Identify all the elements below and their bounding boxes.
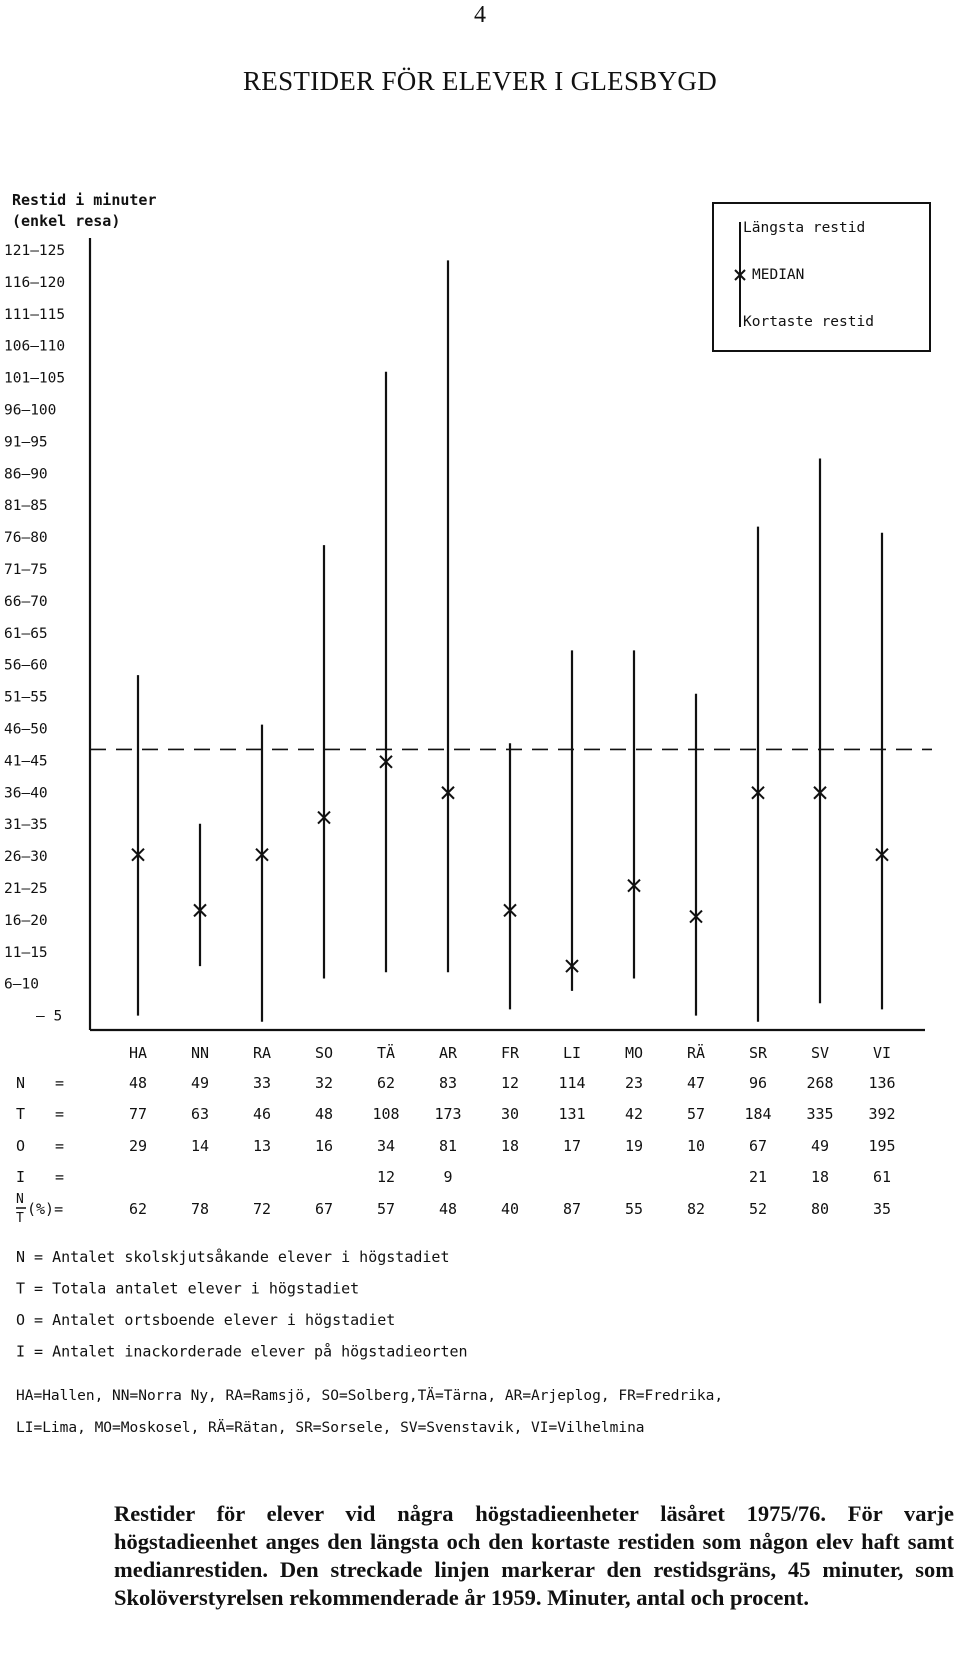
table-cell: 77	[128, 1105, 148, 1123]
row-label: N	[16, 1074, 26, 1092]
table-cell: 46	[252, 1105, 272, 1123]
x-category-label: HA	[128, 1044, 148, 1062]
x-category-label: SV	[810, 1044, 830, 1062]
table-cell: 114	[558, 1074, 586, 1092]
y-tick-label: – 5	[36, 1008, 63, 1025]
table-cell: 55	[624, 1200, 644, 1218]
row-label-numerator: N	[16, 1192, 24, 1207]
table-cell: 335	[806, 1105, 834, 1123]
y-tick-label: 116–120	[4, 274, 66, 291]
x-category-label: LI	[562, 1044, 582, 1062]
row-separator: =	[55, 1137, 65, 1155]
table-cell: 67	[748, 1137, 768, 1155]
table-cell: 131	[558, 1105, 586, 1123]
definition-line: N = Antalet skolskjutsåkande elever i högstadiet	[16, 1248, 450, 1266]
y-tick-label: 6–10	[4, 976, 39, 993]
table-cell: 87	[562, 1200, 582, 1218]
table-cell: 63	[190, 1105, 210, 1123]
abbreviations	[16, 1386, 723, 1436]
chart-axes	[90, 238, 925, 1030]
row-label-denominator: T	[16, 1211, 24, 1226]
y-tick-label: 16–20	[4, 912, 48, 929]
y-tick-label: 76–80	[4, 530, 48, 547]
y-tick-label: 96–100	[4, 402, 57, 419]
row-separator: =	[55, 1168, 65, 1186]
y-axis-label-line: Restid i minuter	[12, 191, 157, 209]
x-category-label: NN	[190, 1044, 210, 1062]
y-tick-label: 61–65	[4, 625, 48, 642]
definitions	[16, 1248, 468, 1361]
row-label: T	[16, 1105, 26, 1123]
x-category-label: RA	[252, 1044, 272, 1062]
table-cell: 21	[748, 1168, 768, 1186]
y-tick-label: 81–85	[4, 498, 48, 515]
table-cell: 49	[810, 1137, 830, 1155]
table-cell: 48	[314, 1105, 334, 1123]
table-cell: 80	[810, 1200, 830, 1218]
table-cell: 29	[128, 1137, 148, 1155]
row-separator: =	[55, 1105, 65, 1123]
table-cell: 42	[624, 1105, 644, 1123]
definition-line: O = Antalet ortsboende elever i högstadiet	[16, 1311, 396, 1329]
y-tick-label: 86–90	[4, 466, 48, 483]
table-cell: 10	[686, 1137, 706, 1155]
y-tick-label: 41–45	[4, 753, 48, 770]
range-bars	[132, 260, 888, 1021]
abbreviation-line: HA=Hallen, NN=Norra Ny, RA=Ramsjö, SO=Solberg,TÄ=Tärna, AR=Arjeplog, FR=Fredrika,	[16, 1388, 724, 1404]
definition-line: T = Totala antalet elever i högstadiet	[16, 1279, 360, 1298]
table-cell: 48	[128, 1074, 148, 1092]
y-tick-label: 101–105	[4, 370, 66, 387]
y-tick-label: 51–55	[4, 689, 48, 706]
legend-item: Kortaste restid	[743, 314, 874, 330]
table-cell: 61	[872, 1168, 892, 1186]
table-cell: 17	[562, 1137, 582, 1155]
table-cell: 19	[624, 1137, 644, 1155]
table-cell: 52	[748, 1200, 768, 1218]
table-cell: 12	[376, 1168, 396, 1186]
table-cell: 49	[190, 1074, 210, 1092]
legend	[713, 203, 930, 351]
y-axis-label-line: (enkel resa)	[12, 212, 121, 230]
table-cell: 48	[438, 1200, 458, 1218]
y-tick-label: 91–95	[4, 434, 48, 451]
table-cell: 62	[376, 1074, 396, 1092]
figure-caption: Restider för elever vid några högstadieenheter läsåret 1975/76. För varje högstadieenhet anges den längsta och den kortaste restiden som någon elev haft samt medianrestiden. Den streckade linjen markerar den restidsgräns, 45 minuter, som Skolöverstyrelsen rekommenderade år 1959. Minuter, antal och procent.	[114, 1501, 954, 1610]
y-tick-label: 31–35	[4, 817, 48, 834]
stats-table	[16, 1074, 896, 1226]
y-tick-label: 56–60	[4, 657, 48, 674]
page-title: RESTIDER FÖR ELEVER I GLESBYGD	[243, 66, 717, 96]
table-cell: 392	[868, 1105, 896, 1123]
table-cell: 195	[868, 1137, 896, 1155]
y-tick-label: 71–75	[4, 562, 48, 578]
row-label: I	[16, 1168, 26, 1186]
y-tick-label: 26–30	[4, 849, 48, 866]
table-cell: 33	[252, 1074, 272, 1092]
table-cell: 13	[252, 1137, 272, 1155]
table-cell: 67	[314, 1200, 334, 1218]
table-cell: 268	[806, 1074, 834, 1092]
abbreviation-line: LI=Lima, MO=Moskosel, RÄ=Rätan, SR=Sorsele, SV=Svenstavik, VI=Vilhelmina	[16, 1420, 645, 1436]
table-cell: 30	[500, 1105, 520, 1123]
table-cell: 23	[624, 1074, 644, 1092]
x-category-label: RÄ	[686, 1044, 706, 1062]
x-category-label: TÄ	[376, 1044, 396, 1062]
table-cell: 12	[500, 1074, 520, 1092]
y-tick-labels	[4, 243, 65, 1025]
table-cell: 18	[500, 1137, 520, 1155]
table-cell: 184	[744, 1105, 772, 1123]
table-cell: 32	[314, 1074, 334, 1092]
definition-line: I = Antalet inackorderade elever på högstadieorten	[16, 1342, 468, 1361]
table-cell: 9	[443, 1168, 453, 1186]
legend-item: MEDIAN	[752, 267, 805, 283]
y-axis-label	[12, 191, 157, 230]
table-cell: 40	[500, 1200, 520, 1218]
table-cell: 57	[686, 1105, 706, 1123]
legend-item: Längsta restid	[743, 220, 866, 236]
table-cell: 72	[252, 1200, 272, 1218]
x-category-labels	[129, 1043, 891, 1062]
table-cell: 83	[438, 1074, 458, 1092]
y-tick-label: 121–125	[4, 243, 66, 259]
table-cell: 62	[128, 1200, 148, 1218]
row-label: O	[16, 1137, 26, 1155]
table-cell: 136	[868, 1074, 896, 1092]
y-tick-label: 106–110	[4, 338, 66, 355]
table-cell: 96	[748, 1074, 768, 1092]
table-cell: 34	[376, 1137, 396, 1155]
y-tick-label: 46–50	[4, 721, 48, 738]
x-category-label: SR	[748, 1044, 768, 1062]
table-cell: 18	[810, 1168, 830, 1186]
y-tick-label: 21–25	[4, 881, 48, 897]
y-tick-label: 36–40	[4, 785, 48, 802]
page-number: 4	[474, 2, 486, 28]
table-cell: 47	[686, 1074, 706, 1092]
row-separator: =	[55, 1074, 65, 1092]
x-category-label: MO	[624, 1044, 644, 1062]
x-category-label: VI	[872, 1044, 892, 1062]
x-category-label: AR	[438, 1044, 458, 1062]
table-cell: 108	[372, 1105, 400, 1123]
table-cell: 82	[686, 1200, 706, 1218]
y-tick-label: 11–15	[4, 944, 48, 961]
table-cell: 78	[190, 1200, 210, 1218]
table-cell: 57	[376, 1200, 396, 1218]
row-label-suffix: (%)=	[27, 1200, 64, 1218]
y-tick-label: 66–70	[4, 593, 48, 610]
table-cell: 14	[190, 1137, 210, 1155]
x-category-label: FR	[500, 1044, 520, 1062]
x-category-label: SO	[314, 1044, 334, 1062]
table-cell: 35	[872, 1200, 892, 1218]
table-cell: 173	[434, 1105, 462, 1123]
y-tick-label: 111–115	[4, 306, 66, 323]
table-cell: 16	[314, 1137, 334, 1155]
table-cell: 81	[438, 1137, 458, 1155]
